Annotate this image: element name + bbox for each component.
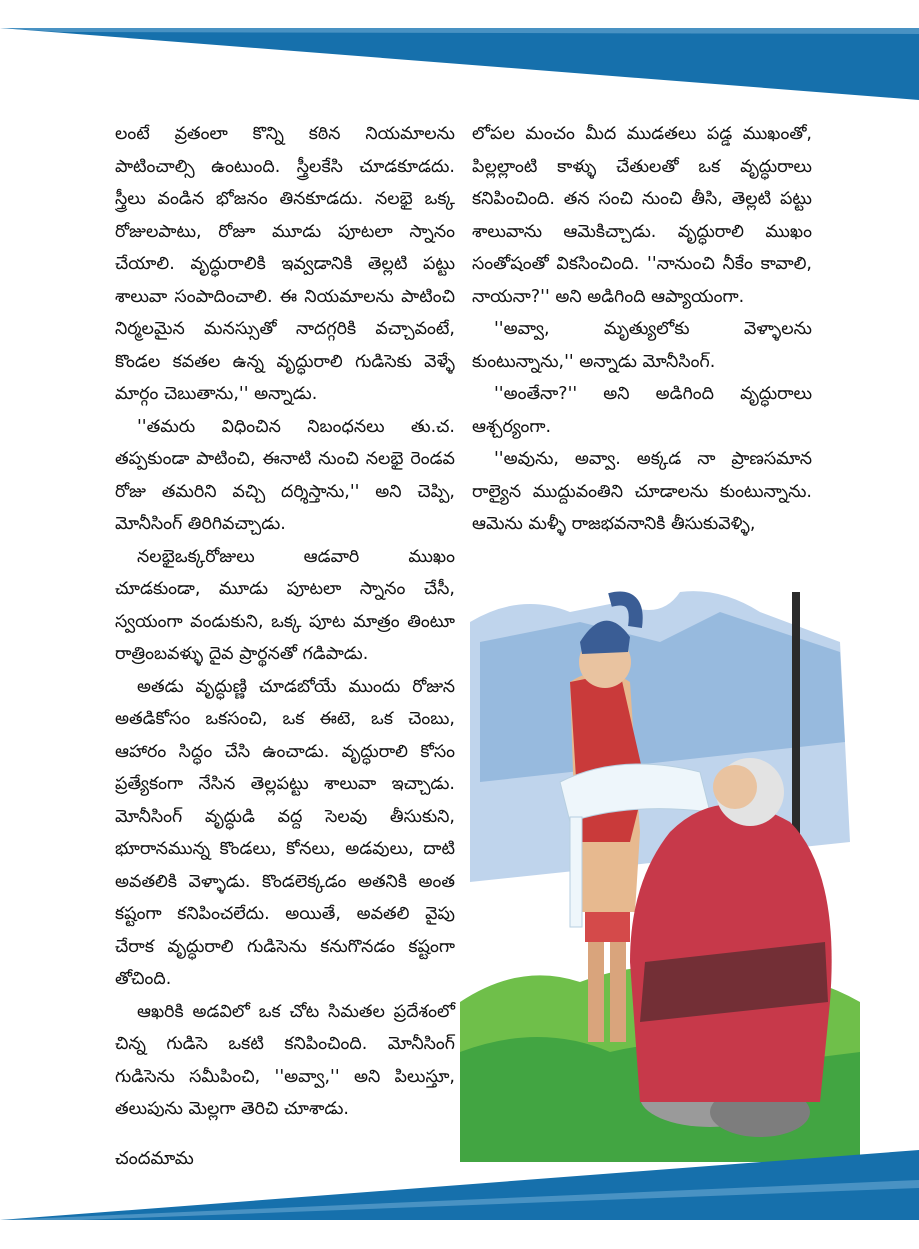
paragraph: ''అవ్వా, మృత్యులోకు వెళ్ళాలను కుంటున్నాను,'' అన్నాడు మోనీసింగ్. [472,319,812,372]
right-column [472,118,812,541]
young-man-and-old-woman-illustration-icon [460,582,860,1162]
paragraph: లోపల మంచం మీద ముడతలు పడ్డ ముఖంతో, పిల్లల్లాంటి కాళ్ళు చేతులతో ఒక వృద్ధురాలు కనిపించింది. తన సంచి నుంచి తీసి, తెల్లటి పట్టు శాలువాను ఆమెకిచ్చాడు. వృద్ధురాలి ముఖం సంతోషంతో వికసించింది. ''నానుంచి నీకేం కావాలి, నాయనా?'' అని అడిగింది ఆప్యాయంగా. [472,124,812,307]
left-column [115,118,455,1126]
paragraph: ''తమరు విధించిన నిబంధనలు తు.చ. తప్పకుండా పాటించి, ఈనాటి నుంచి నలభై రెండవ రోజు తమరిని వచ్చి దర్శిస్తాను,'' అని చెప్పి, మోనీసింగ్ తిరిగివచ్చాడు. [115,416,455,534]
paragraph: నలభైఒక్కరోజులు ఆడవారి ముఖం చూడకుండా, మూడు పూటలా స్నానం చేసీ, స్వయంగా వండుకుని, ఒక్క పూట మాత్రం తింటూ రాత్రింబవళ్ళు దైవ ప్రార్థనతో గడిపాడు. [115,546,455,664]
paragraph: ఆఖరికి అడవిలో ఒక చోట సిమతల ప్రదేశంలో చిన్న గుడిసె ఒకటి కనిపించింది. మోనీసింగ్ గుడిసెను సమీపించి, ''అవ్వా,'' అని పిలుస్తూ, తలుపును మెల్లగా తెరిచి చూశాడు. [115,1001,455,1119]
paragraph: లంటే వ్రతంలా కొన్ని కఠిన నియమాలను పాటించాల్సి ఉంటుంది. స్త్రీలకేసి చూడకూడదు. స్త్రీలు వండిన భోజనం తినకూడదు. నలభై ఒక్క రోజులపాటు, రోజూ మూడు పూటలా స్నానం చేయాలి. వృద్ధురాలికి ఇవ్వడానికి తెల్లటి పట్టు శాలువా సంపాదించాలి. ఈ నియమాలను పాటించి నిర్మలమైన మనస్సుతో నాదగ్గరికి వచ్చావంటే, కొండల కవతల ఉన్న వృద్ధురాలి గుడిసెకు వెళ్ళే మార్గం చెబుతాను,'' అన్నాడు. [115,124,455,404]
paragraph: అతడు వృద్ధుణ్ణి చూడబోయే ముందు రోజున అతడికోసం ఒకసంచి, ఒక ఈటె, ఒక చెంబు, ఆహారం సిద్ధం చేసి ఉంచాడు. వృద్ధురాలి కోసం ప్రత్యేకంగా నేసిన తెల్లపట్టు శాలువా ఇచ్చాడు. మోనీసింగ్ వృద్ధుడి వద్ద సెలవు తీసుకుని, భూరానమున్న కొండలు, కోనలు, అడవులు, దాటి అవతలికి వెళ్ళాడు. కొండలెక్కడం అతనికి అంత కష్టంగా కనిపించలేదు. అయితే, అవతలి వైపు చేరాక వృద్ధురాలి గుడిసెను కనుగొనడం కష్టంగా తోచింది. [115,676,455,989]
magazine-name: చందమామ [115,1148,194,1169]
top-banner [0,0,919,110]
paragraph: ''అవును, అవ్వా. అక్కడ నా ప్రాణసమాన రాల్యైన ముద్దువంతిని చూడాలను కుంటున్నాను. ఆమెను మళ్ళీ రాజభవనానికి తీసుకువెళ్ళి, [472,449,812,534]
paragraph: ''అంతేనా?'' అని అడిగింది వృద్ధురాలు ఆశ్చర్యంగా. [472,384,812,437]
